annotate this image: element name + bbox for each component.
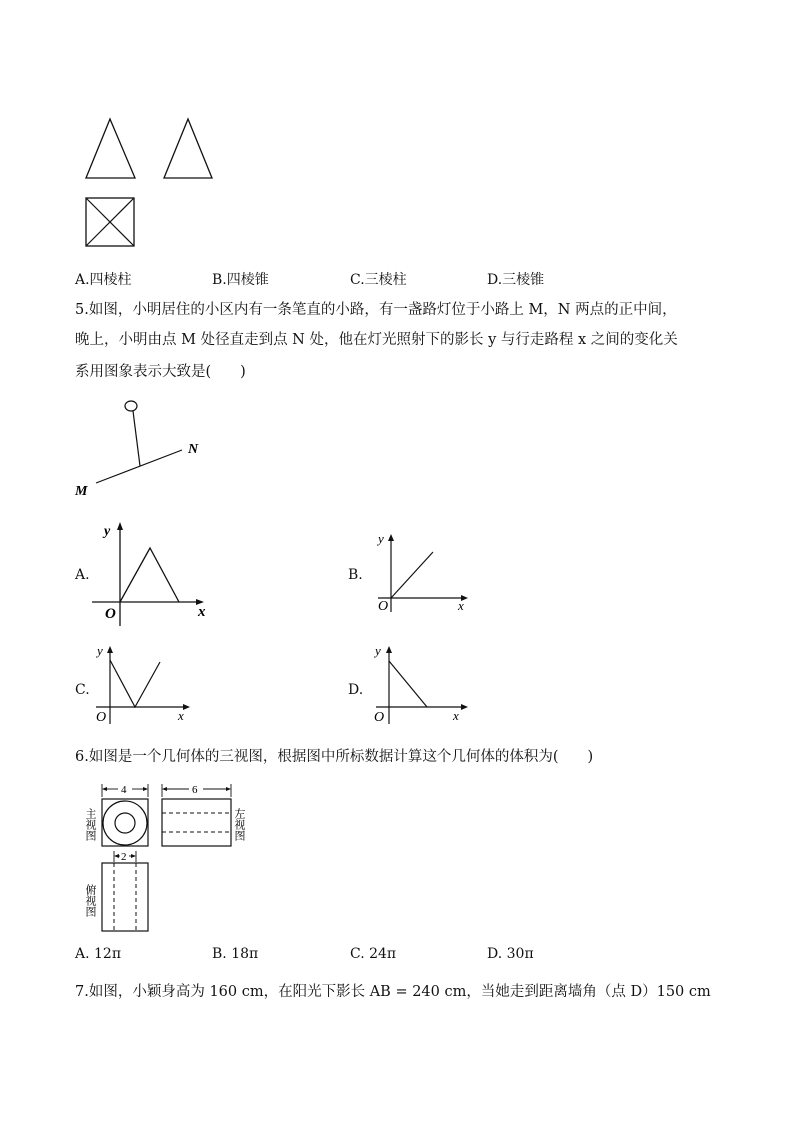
label-o: O <box>96 710 107 725</box>
label-x: x <box>458 598 464 613</box>
label-o: O <box>374 710 385 725</box>
left-view-rect <box>162 799 231 846</box>
front-view-inner-circle <box>115 813 135 833</box>
label-x: x <box>453 708 459 723</box>
q4-option-a: A.四棱柱 <box>75 272 132 288</box>
label-x: x <box>178 708 184 723</box>
q5-stem-line3: 系用图象表示大致是( ) <box>75 364 246 380</box>
dim-left: 6 <box>192 784 198 796</box>
label-n: N <box>188 442 199 457</box>
q7-stem: 7.如图，小颖身高为 160 cm，在阳光下影长 AB = 240 cm，当她走到距离墙角（点 D）150 cm <box>75 984 711 1000</box>
label-y: y <box>378 531 384 546</box>
label-y: y <box>375 643 381 658</box>
top-view-rect <box>102 863 148 931</box>
lamp-head <box>125 401 137 411</box>
label-m: M <box>75 484 88 499</box>
x-axis-arrow <box>183 704 190 710</box>
front-view-square <box>102 799 148 846</box>
q6-option-b: B. 18π <box>212 946 259 962</box>
label-o: O <box>378 599 389 614</box>
q4-side-view-triangle <box>164 119 212 178</box>
q5-option-d-letter: D. <box>348 682 364 698</box>
q6-stem: 6.如图是一个几何体的三视图，根据图中所标数据计算这个几何体的体积为( ) <box>75 749 594 765</box>
y-axis-arrow <box>386 646 392 653</box>
q5-stem-line1: 5.如图，小明居住的小区内有一条笔直的小路，有一盏路灯位于小路上 M，N 两点的正中间， <box>75 302 677 318</box>
q5-street-lamp-figure <box>70 395 220 500</box>
label-o: O <box>105 606 116 622</box>
q5-graph-c <box>92 640 202 730</box>
q5-graph-a <box>88 518 218 630</box>
front-view-label: 主视图 <box>84 808 96 841</box>
q6-three-views-figure <box>78 780 278 940</box>
q6-option-a: A. 12π <box>75 946 122 962</box>
q6-option-d: D. 30π <box>487 946 534 962</box>
q5-option-c-letter: C. <box>75 682 90 698</box>
graph-line <box>110 660 160 707</box>
q6-option-c: C. 24π <box>350 946 397 962</box>
top-view-label: 俯视图 <box>84 884 96 917</box>
q4-three-views <box>80 112 220 252</box>
dim-top: 2 <box>121 851 127 863</box>
q5-option-a-letter: A. <box>75 567 90 583</box>
x-axis-arrow <box>461 704 468 710</box>
lamp-pole <box>133 411 140 466</box>
q4-front-view-triangle <box>86 119 135 178</box>
q4-option-d: D.三棱锥 <box>487 272 545 288</box>
y-axis-arrow <box>107 646 113 653</box>
q5-graph-b <box>370 528 480 618</box>
left-view-label: 左视图 <box>233 808 245 841</box>
graph-line <box>391 552 433 598</box>
q4-option-c: C.三棱柱 <box>350 272 407 288</box>
q4-option-b: B.四棱锥 <box>212 272 269 288</box>
graph-line <box>389 661 427 707</box>
graph-line <box>120 548 179 602</box>
y-axis-arrow <box>117 522 123 530</box>
label-x: x <box>198 604 206 620</box>
front-view-outer-circle <box>103 801 147 845</box>
q5-stem-line2: 晚上，小明由点 M 处径直走到点 N 处，他在灯光照射下的影长 y 与行走路程 x 之间的变化关 <box>75 332 678 348</box>
label-y: y <box>104 524 111 539</box>
q5-option-b-letter: B. <box>348 567 363 583</box>
q5-graph-d <box>370 640 480 730</box>
dim-front: 4 <box>121 784 127 796</box>
label-y: y <box>97 643 103 658</box>
y-axis-arrow <box>388 534 394 541</box>
